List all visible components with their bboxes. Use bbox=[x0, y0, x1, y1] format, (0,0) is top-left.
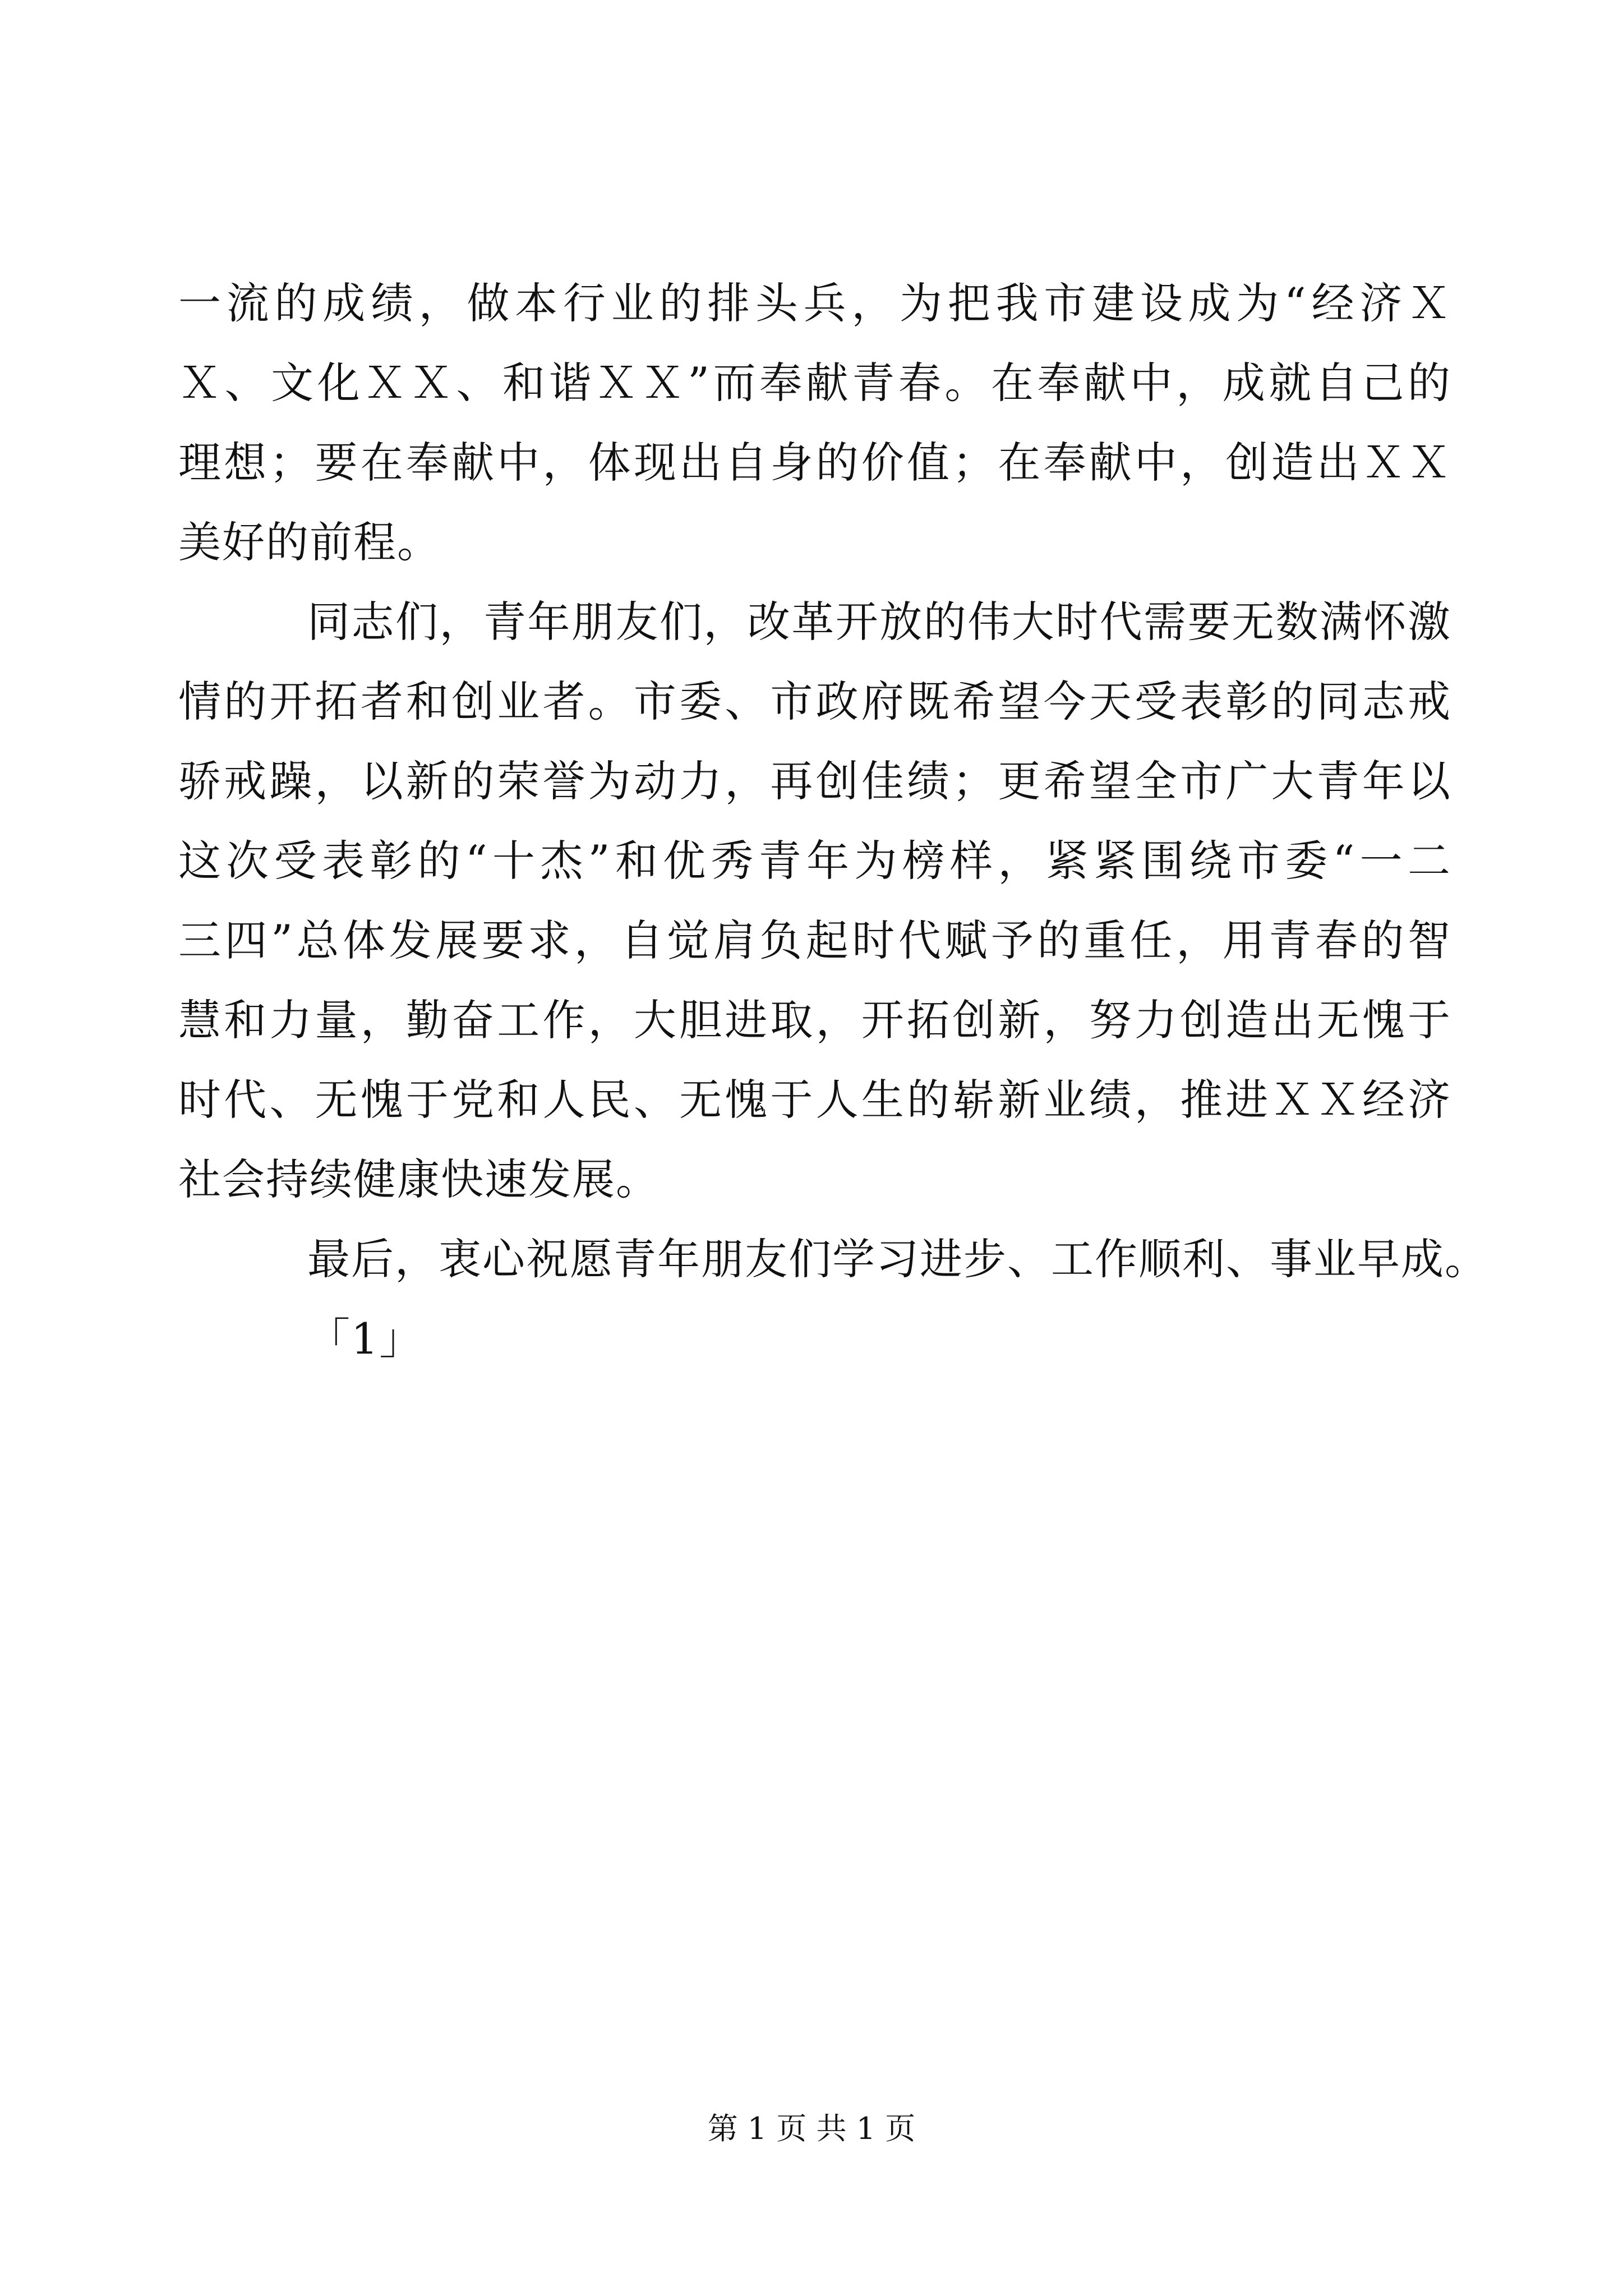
paragraph-3 bbox=[178, 1220, 1488, 1379]
text-line: 一流的成绩，做本行业的排头兵，为把我市建设成为“经济Ｘ bbox=[178, 278, 1451, 328]
text-line: Ｘ、文化ＸＸ、和谐ＸＸ”而奉献青春。在奉献中，成就自己的 bbox=[178, 358, 1451, 408]
paragraph-1 bbox=[178, 264, 1451, 582]
text-line: 美好的前程。 bbox=[178, 517, 441, 567]
text-line: 最后，衷心祝愿青年朋友们学习进步、工作顺利、事业早成。 bbox=[307, 1234, 1488, 1284]
page-footer: 第 1 页 共 1 页 bbox=[707, 2111, 916, 2146]
text-line: 慧和力量，勤奋工作，大胆进取，开拓创新，努力创造出无愧于 bbox=[178, 995, 1451, 1045]
footnote-marker: 「1」 bbox=[307, 1314, 423, 1364]
text-line: 情的开拓者和创业者。市委、市政府既希望今天受表彰的同志戒 bbox=[178, 677, 1451, 726]
document-body bbox=[178, 264, 1488, 1379]
text-line: 三四”总体发展要求，自觉肩负起时代赋予的重任，用青春的智 bbox=[178, 915, 1451, 965]
paragraph-2 bbox=[178, 582, 1451, 1220]
text-line: 这次受表彰的“十杰”和优秀青年为榜样，紧紧围绕市委“一二 bbox=[178, 836, 1451, 886]
text-line: 理想；要在奉献中，体现出自身的价值；在奉献中，创造出ＸＸ bbox=[178, 438, 1451, 487]
text-line: 时代、无愧于党和人民、无愧于人生的崭新业绩，推进ＸＸ经济 bbox=[178, 1075, 1451, 1125]
text-line: 同志们，青年朋友们，改革开放的伟大时代需要无数满怀激 bbox=[307, 597, 1451, 647]
text-line: 社会持续健康快速发展。 bbox=[178, 1154, 660, 1204]
text-line: 骄戒躁，以新的荣誉为动力，再创佳绩；更希望全市广大青年以 bbox=[178, 756, 1451, 806]
